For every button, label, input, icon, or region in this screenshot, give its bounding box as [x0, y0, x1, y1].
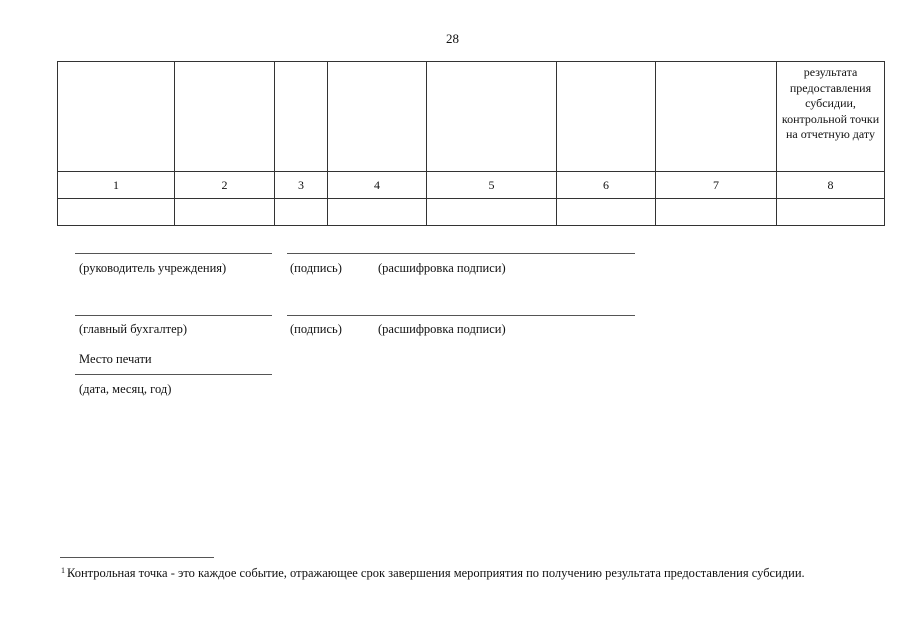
stamp-place-label: Место печати	[79, 352, 152, 366]
header-cell-3	[275, 62, 328, 172]
data-cell[interactable]	[58, 199, 175, 226]
header-cell-4	[328, 62, 427, 172]
data-cell[interactable]	[427, 199, 557, 226]
date-line[interactable]	[75, 374, 272, 375]
accountant-decoding-label: (расшифровка подписи)	[378, 322, 506, 336]
footnote	[61, 562, 851, 582]
column-number-6: 6	[557, 172, 656, 199]
data-cell[interactable]	[275, 199, 328, 226]
column-number-3: 3	[275, 172, 328, 199]
page-number: 28	[446, 31, 459, 46]
report-table	[57, 61, 885, 226]
head-role-line	[75, 253, 272, 254]
column-number-5: 5	[427, 172, 557, 199]
accountant-signature-line[interactable]	[287, 315, 635, 316]
table-header-row	[58, 62, 885, 172]
accountant-role-label: (главный бухгалтер)	[79, 322, 188, 336]
footnote-marker: 1	[61, 566, 65, 575]
header-cell-1	[58, 62, 175, 172]
column-number-7: 7	[656, 172, 777, 199]
accountant-signature-label: (подпись)	[290, 322, 342, 336]
column-number-1: 1	[58, 172, 175, 199]
data-cell[interactable]	[175, 199, 275, 226]
data-cell[interactable]	[557, 199, 656, 226]
column-number-row	[58, 172, 885, 199]
column-number-2: 2	[175, 172, 275, 199]
head-signature-label: (подпись)	[290, 261, 342, 275]
header-cell-6	[557, 62, 656, 172]
date-label: (дата, месяц, год)	[79, 382, 172, 396]
head-decoding-label: (расшифровка подписи)	[378, 261, 506, 275]
header-cell-2	[175, 62, 275, 172]
table-data-row	[58, 199, 885, 226]
data-cell[interactable]	[656, 199, 777, 226]
header-cell-8: результата предоставления субсидии, контрольной точки на отчетную дату	[777, 62, 885, 172]
head-role-label: (руководитель учреждения)	[79, 261, 227, 275]
data-cell[interactable]	[777, 199, 885, 226]
head-signature-line[interactable]	[287, 253, 635, 254]
data-cell[interactable]	[328, 199, 427, 226]
header-cell-7	[656, 62, 777, 172]
footnote-text: Контрольная точка - это каждое событие, отражающее срок завершения мероприятия по получению результата предоставления субсидии.	[67, 566, 805, 580]
footnote-divider	[60, 557, 214, 558]
column-number-8: 8	[777, 172, 885, 199]
header-cell-5	[427, 62, 557, 172]
column-number-4: 4	[328, 172, 427, 199]
accountant-role-line	[75, 315, 272, 316]
